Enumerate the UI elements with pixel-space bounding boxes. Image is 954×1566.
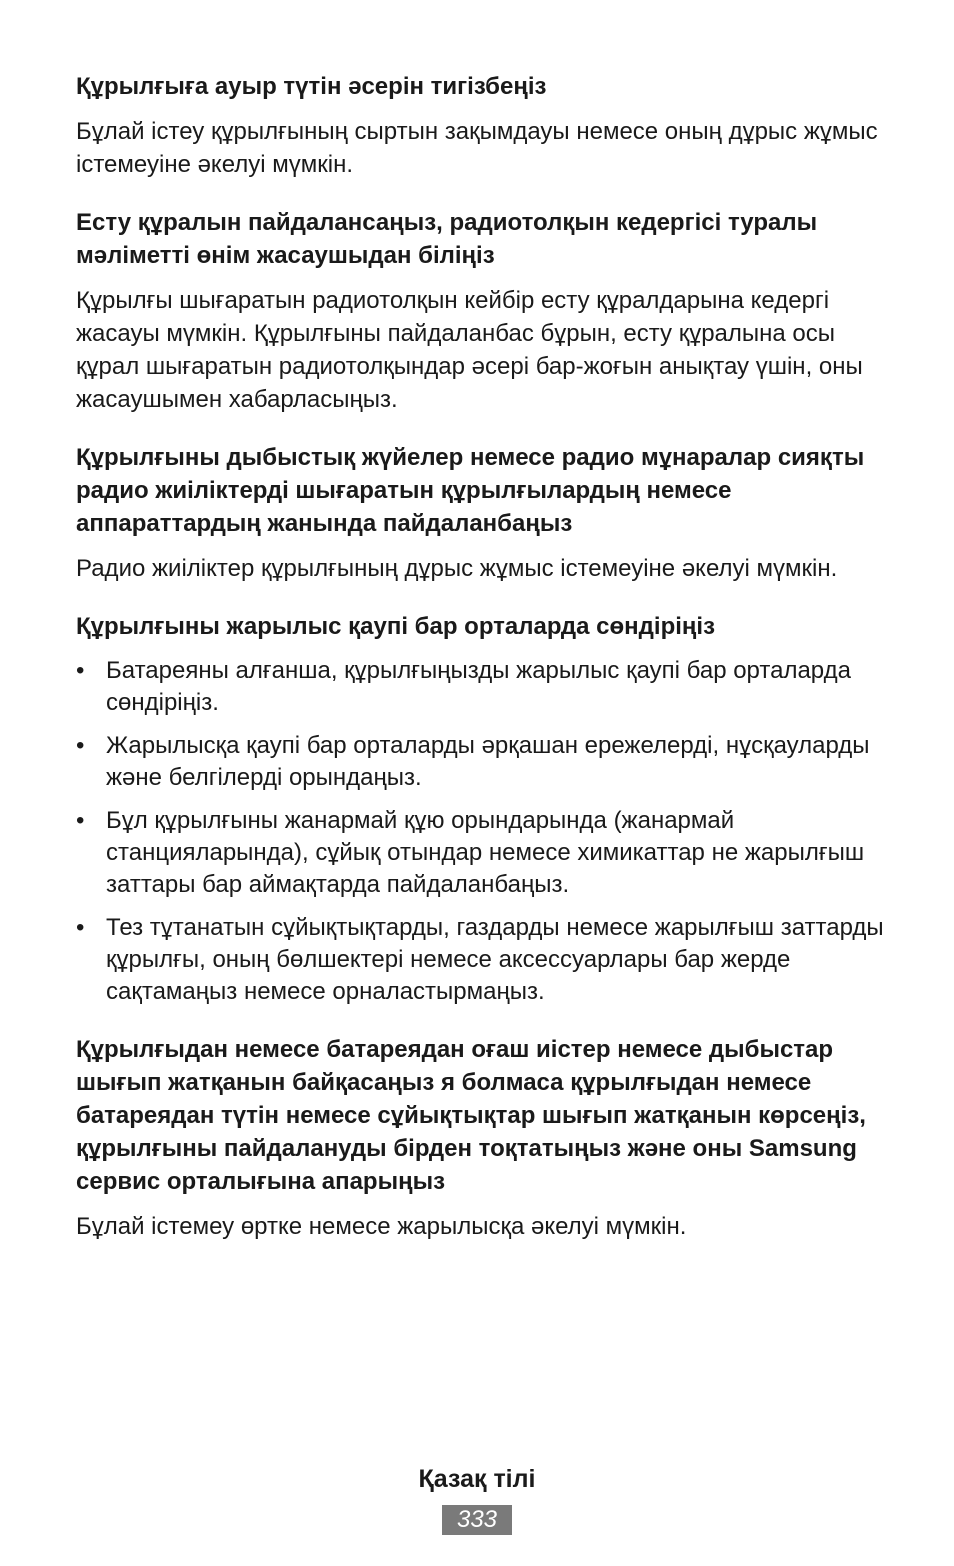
section-heading: Құрылғыны жарылыс қаупі бар орталарда сөндіріңіз [76, 613, 715, 640]
section-heading: Есту құралын пайдалансаңыз, радиотолқын кедергісі туралы мәліметті өнім жасаушыдан біліңіз [76, 209, 818, 269]
list-item-text: Бұл құрылғыны жанармай құю орындарында (жанармай станцияларында), сұйық отындар немесе химикаттар не жарылғыш заттары бар аймақтарда пайдаланбаңыз. [106, 807, 865, 898]
section-body: Бұлай істеу құрылғының сыртын зақымдауы немесе оның дұрыс жұмыс істемеуіне әкелуі мүмкін. [76, 118, 878, 178]
section-body: Құрылғы шығаратын радиотолқын кейбір есту құралдарына кедергі жасауы мүмкін. Құрылғыны пайдаланбас бұрын, есту құралына осы құрал шығаратын радиотолқындар әсері бар-жоғын анықтау үшін, оны жасаушымен хабарласыңыз. [76, 287, 863, 413]
page-number: 333 [442, 1505, 512, 1535]
footer-language: Қазақ тілі [418, 1465, 536, 1493]
section-heading: Құрылғыны дыбыстық жүйелер немесе радио мұнаралар сияқты радио жиіліктерді шығаратын құрылғылардың немесе аппараттардың жанында пайдаланбаңыз [76, 444, 865, 537]
bullet-list [76, 655, 886, 1008]
bullet-icon: • [76, 732, 85, 759]
document-content [76, 70, 886, 1243]
bullet-icon: • [76, 914, 85, 941]
list-item [76, 805, 886, 901]
section-heading: Құрылғыдан немесе батареядан оғаш иістер немесе дыбыстар шығып жатқанын байқасаңыз я болмаса құрылғыдан немесе батареядан түтін немесе сұйықтықтар шығып жатқанын көрсеңіз, құрылғыны пайдалануды бірден тоқтатыңыз және оны Samsung сервис орталығына апарыңыз [76, 1036, 866, 1195]
section-smoke [76, 70, 886, 181]
list-item-text: Батареяны алғанша, құрылғыңызды жарылыс қаупі бар орталарда сөндіріңіз. [106, 657, 851, 716]
list-item-text: Жарылысқа қаупі бар орталарды әрқашан ережелерді, нұсқауларды және белгілерді орындаңыз. [106, 732, 870, 791]
section-body: Бұлай істемеу өртке немесе жарылысқа әкелуі мүмкін. [76, 1213, 687, 1240]
section-hearing-aid [76, 206, 886, 416]
section-body: Радио жиіліктер құрылғының дұрыс жұмыс істемеуіне әкелуі мүмкін. [76, 555, 838, 582]
section-radio-frequency [76, 441, 886, 585]
section-odd-smell [76, 1033, 886, 1243]
bullet-icon: • [76, 657, 85, 684]
list-item [76, 912, 886, 1008]
list-item [76, 730, 886, 794]
list-item [76, 655, 886, 719]
section-heading: Құрылғыға ауыр түтін әсерін тигізбеңіз [76, 73, 547, 100]
list-item-text: Тез тұтанатын сұйықтықтарды, газдарды немесе жарылғыш заттарды құрылғы, оның бөлшектері немесе аксессуарлары бар жерде сақтамаңыз немесе орналастырмаңыз. [106, 914, 884, 1005]
bullet-icon: • [76, 807, 85, 834]
section-explosive-areas [76, 610, 886, 1008]
